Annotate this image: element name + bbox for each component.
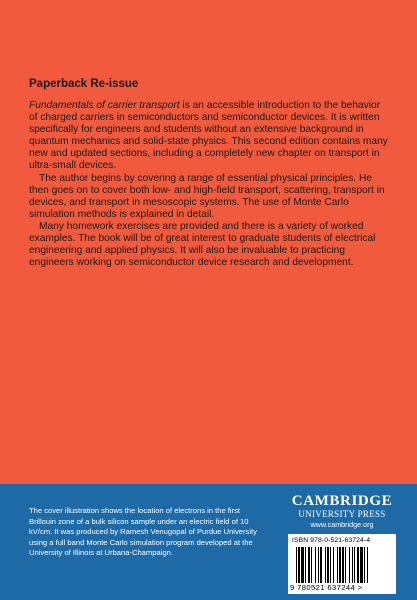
- publisher-logo: [288, 493, 396, 530]
- publisher-name: CAMBRIDGE: [291, 493, 393, 509]
- book-title: Fundamentals of carrier transport: [29, 100, 180, 111]
- description-paragraph-1: [29, 100, 391, 173]
- publisher-subtitle: UNIVERSITY PRESS: [298, 509, 386, 519]
- footer-band: [0, 484, 417, 600]
- cover-illustration-caption: The cover illustration shows the location of electrons in the first Brillouin zone of a bulk silicon sample under an electric field of 10 kV/cm. It was produced by Ramesh Venugopal of Purdue University using a full band Monte Carlo simulation program developed at the University of Illinois at Urbana-Champaign.: [29, 506, 257, 558]
- reissue-heading: Paperback Re-issue: [29, 78, 139, 90]
- barcode-number: 9 780521 637244 >: [290, 583, 363, 592]
- description-paragraph-3: Many homework exercises are provided and there is a variety of worked examples. The book will be of great interest to graduate students of electrical engineering and applied physics. It will also be invaluable to practicing engineers working on semiconductor device research and development.: [29, 220, 376, 269]
- barcode-icon: [296, 547, 388, 583]
- description-block: [29, 78, 391, 269]
- publisher-url: www.cambridge.org: [310, 520, 374, 529]
- isbn-label: ISBN 978-0-521-63724-4: [292, 537, 371, 544]
- description-paragraph-1-text: is an accessible introduction to the behavior of charged carriers in semiconductors and semiconductor devices. It is written specifically for engineers and students without an extensive background in quantum mechanics and solid-state physics. This second edition contains many new and updated sections, including a completely new chapter on transport in ultra-small devices.: [29, 100, 388, 172]
- barcode-panel: [288, 534, 396, 594]
- description-paragraph-2: The author begins by covering a range of essential physical principles. He then goes on to cover both low- and high-field transport, scattering, transport in devices, and transport in mesoscopic systems. The use of Monte Carlo simulation methods is explained in detail.: [29, 172, 385, 220]
